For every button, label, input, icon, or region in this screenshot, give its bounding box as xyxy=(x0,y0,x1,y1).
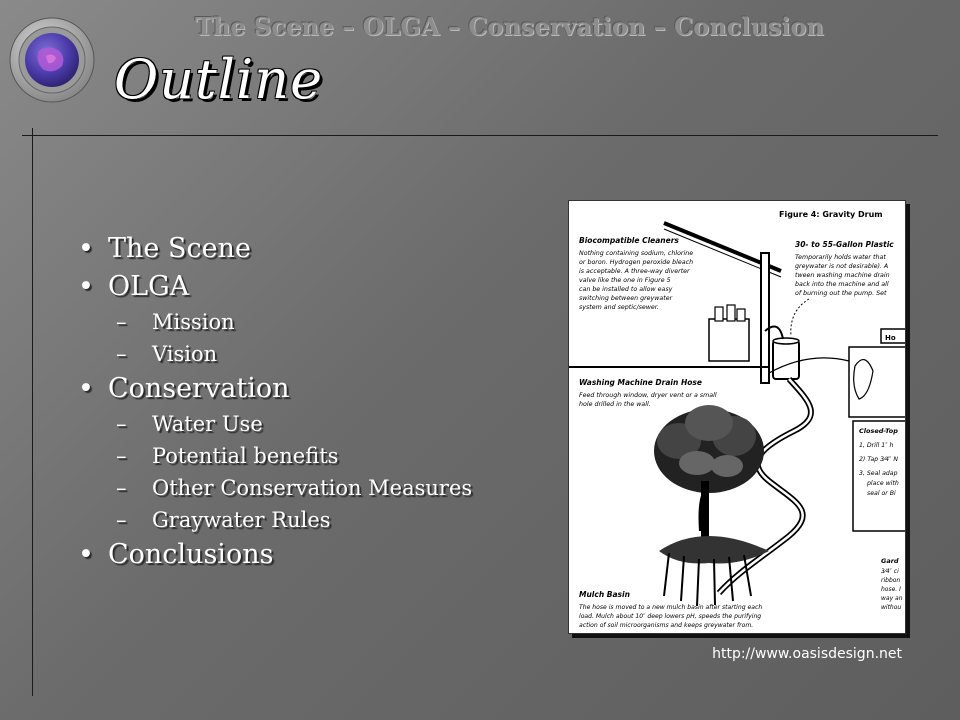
outline-subitem-graywater-rules: – Graywater Rules xyxy=(78,504,548,536)
drum-text-4: of burning out the pump. Set xyxy=(795,290,887,297)
outline-subitem-other-measures: – Other Conservation Measures xyxy=(78,472,548,504)
outline-subitem-vision: – Vision xyxy=(78,338,548,370)
label-drum: 30- to 55-Gallon Plastic xyxy=(795,240,894,249)
closed-text-0: 1, Drill 1″ h xyxy=(859,442,894,449)
cleaners-text-0: Nothing containing sodium, chlorine xyxy=(579,250,694,257)
dash-icon: – xyxy=(116,342,127,366)
outline-subitem-mission: – Mission xyxy=(78,306,548,338)
dash-icon: – xyxy=(116,412,127,436)
outline-item-olga: • OLGA xyxy=(78,268,548,306)
outline-subitem-potential-benefits: – Potential benefits xyxy=(78,440,548,472)
label-closed-top: Closed-Top xyxy=(859,427,898,435)
drum-text-0: Temporarily holds water that xyxy=(795,254,886,261)
garden-text-3: way an xyxy=(881,595,903,602)
closed-text-3: place with xyxy=(867,480,899,487)
drum-text-3: back into the machine and all xyxy=(795,281,889,288)
bullet-icon: • xyxy=(78,373,94,404)
garden-text-0: 3⁄4″ ci xyxy=(881,568,899,575)
label-ho: Ho xyxy=(885,334,896,342)
hose-text-1: hole drilled in the wall. xyxy=(579,401,651,408)
slide-title: Outline xyxy=(114,48,324,111)
dash-icon: – xyxy=(116,444,127,468)
drum-text-2: tween washing machine drain xyxy=(795,272,890,279)
garden-text-2: hose. I xyxy=(881,586,901,593)
mulch-text-1: load. Mulch about 10″ deep lowers pH, speeds the purifying xyxy=(579,613,762,620)
closed-text-2: 3, Seal adap xyxy=(859,470,898,477)
cleaners-text-2: is acceptable. A three-way diverter xyxy=(579,268,690,275)
bullet-icon: • xyxy=(78,271,94,302)
dash-icon: – xyxy=(116,476,127,500)
cleaners-text-6: system and septic/sewer. xyxy=(579,304,659,311)
gravity-drum-illustration xyxy=(568,200,906,634)
outline-subitem-water-use: – Water Use xyxy=(78,408,548,440)
figure-caption: Figure 4: Gravity Drum xyxy=(779,210,883,219)
cleaners-text-5: switching between greywater xyxy=(579,295,673,302)
mulch-text-0: The hose is moved to a new mulch basin after starting each xyxy=(579,604,763,611)
hose-text-0: Feed through window, dryer vent or a small xyxy=(579,392,717,399)
horizontal-divider xyxy=(22,135,938,136)
dash-icon: – xyxy=(116,508,127,532)
garden-text-1: ribbon xyxy=(881,577,901,584)
closed-text-4: seal or Bi xyxy=(867,490,896,497)
closed-text-1: 2) Tap 3⁄4″ N xyxy=(859,456,898,463)
vertical-divider xyxy=(32,128,33,696)
bullet-icon: • xyxy=(78,539,94,570)
label-mulch: Mulch Basin xyxy=(579,590,630,599)
section-navigation: The Scene – OLGA – Conservation – Conclusion xyxy=(195,12,824,41)
globe-logo-icon xyxy=(8,16,96,104)
cleaners-text-3: valve like the one in Figure 5 xyxy=(579,277,671,284)
garden-text-4: withou xyxy=(881,604,902,611)
label-garden: Gard xyxy=(881,557,899,565)
dash-icon: – xyxy=(116,310,127,334)
outline-item-conclusions: • Conclusions xyxy=(78,536,548,574)
tree-drawing xyxy=(654,405,769,606)
label-cleaners: Biocompatible Cleaners xyxy=(579,236,679,245)
label-hose: Washing Machine Drain Hose xyxy=(579,378,702,387)
outline-list xyxy=(78,230,548,574)
outline-item-conservation: • Conservation xyxy=(78,370,548,408)
cleaners-text-4: can be installed to allow easy xyxy=(579,286,673,293)
cleaners-text-1: or boron. Hydrogen peroxide bleach xyxy=(579,259,694,266)
outline-item-the-scene: • The Scene xyxy=(78,230,548,268)
source-url: http://www.oasisdesign.net xyxy=(712,646,902,662)
bullet-icon: • xyxy=(78,233,94,264)
mulch-text-2: action of soil microorganisms and keeps greywater from. xyxy=(579,622,754,629)
drum-text-1: greywater is not desirable). A xyxy=(795,263,889,270)
